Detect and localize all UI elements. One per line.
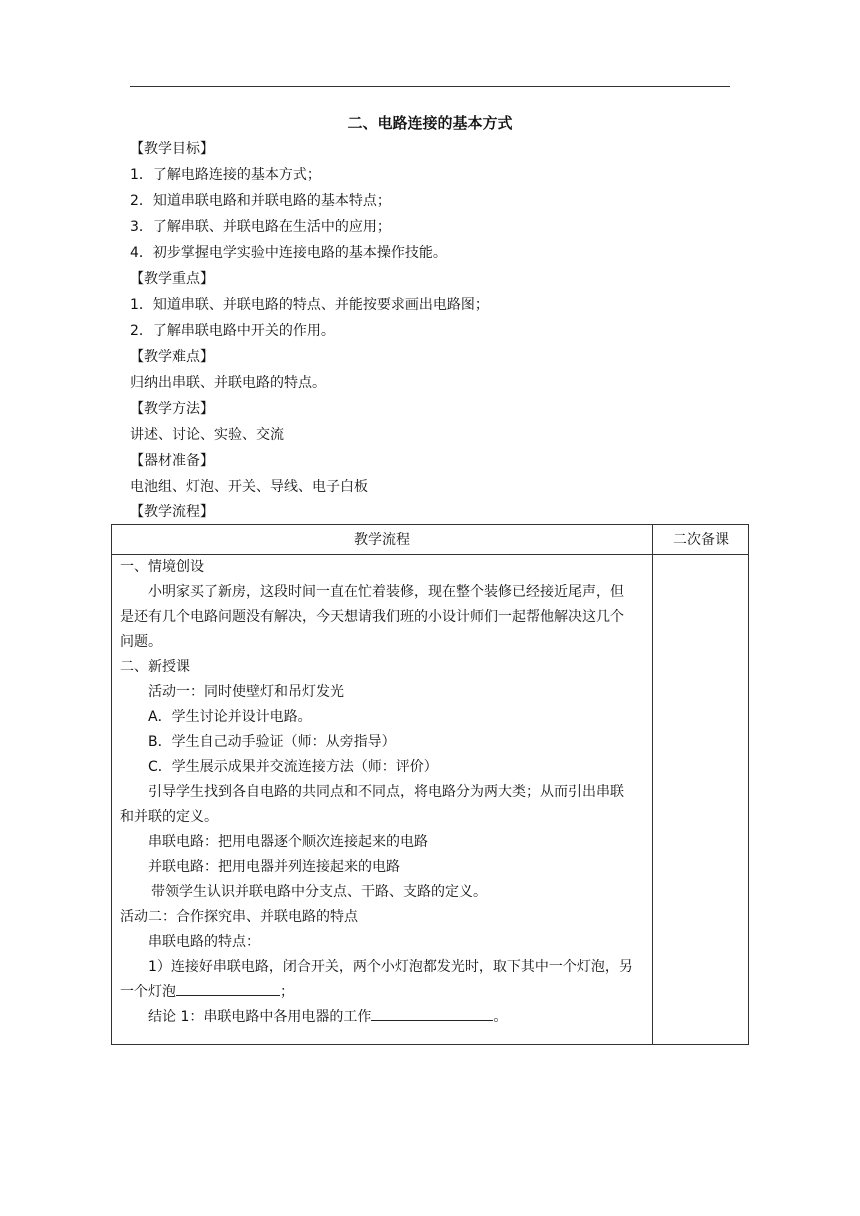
fill-in-text: 一个灯泡 [120,984,176,1000]
methods-text: 讲述、讨论、实验、交流 [130,427,284,443]
paragraph-line: 引导学生找到各自电路的共同点和不同点，将电路分为两大类；从而引出串联 [148,784,624,800]
objective-item: 1．了解电路连接的基本方式； [130,167,321,183]
objective-item: 3．了解串联、并联电路在生活中的应用； [130,219,391,235]
column-header-process: 教学流程 [354,532,410,548]
column-header-second-prep: 二次备课 [673,532,729,548]
step-item: A．学生讨论并设计电路。 [148,709,312,725]
paragraph-line: 1）连接好串联电路，闭合开关，两个小灯泡都发光时，取下其中一个灯泡，另 [148,959,633,975]
definition-line: 并联电路：把用电器并列连接起来的电路 [148,859,400,875]
difficulty-text: 归纳出串联、并联电路的特点。 [130,375,326,391]
paragraph-line: 问题。 [120,634,162,650]
fill-in-text: ； [280,984,294,1000]
activity-title: 活动一：同时使壁灯和吊灯发光 [148,684,344,700]
paragraph-line: 是还有几个电路问题没有解决，今天想请我们班的小设计师们一起帮他解决这几个 [120,609,624,625]
process-table [111,524,749,1045]
definition-line: 串联电路：把用电器逐个顺次连接起来的电路 [148,834,428,850]
conclusion-line [148,1005,507,1029]
section-heading: 一、情境创设 [120,559,204,575]
page-title: 二、电路连接的基本方式 [347,114,513,132]
key-points-header: 【教学重点】 [130,271,214,287]
process-header: 【教学流程】 [130,504,214,520]
paragraph-line: 小明家买了新房，这段时间一直在忙着装修，现在整个装修已经接近尾声，但 [148,584,624,600]
subheading: 串联电路的特点： [148,934,260,950]
column-divider [652,525,653,1044]
conclusion-text: 结论 1：串联电路中各用电器的工作 [148,1009,372,1025]
answer-blank[interactable] [371,1005,493,1021]
header-divider [112,554,748,555]
key-point-item: 1．知道串联、并联电路的特点、并能按要求画出电路图； [130,297,489,313]
fill-in-line [120,980,294,1004]
conclusion-text: 。 [493,1009,508,1025]
equipment-text: 电池组、灯泡、开关、导线、电子白板 [130,479,368,495]
objective-item: 4．初步掌握电学实验中连接电路的基本操作技能。 [130,245,447,261]
paragraph-line: 和并联的定义。 [120,809,218,825]
paragraph-line: 带领学生认识并联电路中分支点、干路、支路的定义。 [151,884,487,900]
equipment-header: 【器材准备】 [130,453,214,469]
answer-blank[interactable] [176,980,280,996]
methods-header: 【教学方法】 [130,401,214,417]
key-point-item: 2．了解串联电路中开关的作用。 [130,323,335,339]
objective-item: 2．知道串联电路和并联电路的基本特点； [130,193,391,209]
section-heading: 二、新授课 [120,659,190,675]
header-rule [130,86,730,87]
step-item: B．学生自己动手验证（师：从旁指导） [148,734,396,750]
difficulty-header: 【教学难点】 [130,349,214,365]
activity-title: 活动二：合作探究串、并联电路的特点 [120,909,358,925]
objectives-header: 【教学目标】 [130,141,214,157]
step-item: C．学生展示成果并交流连接方法（师：评价） [148,759,438,775]
